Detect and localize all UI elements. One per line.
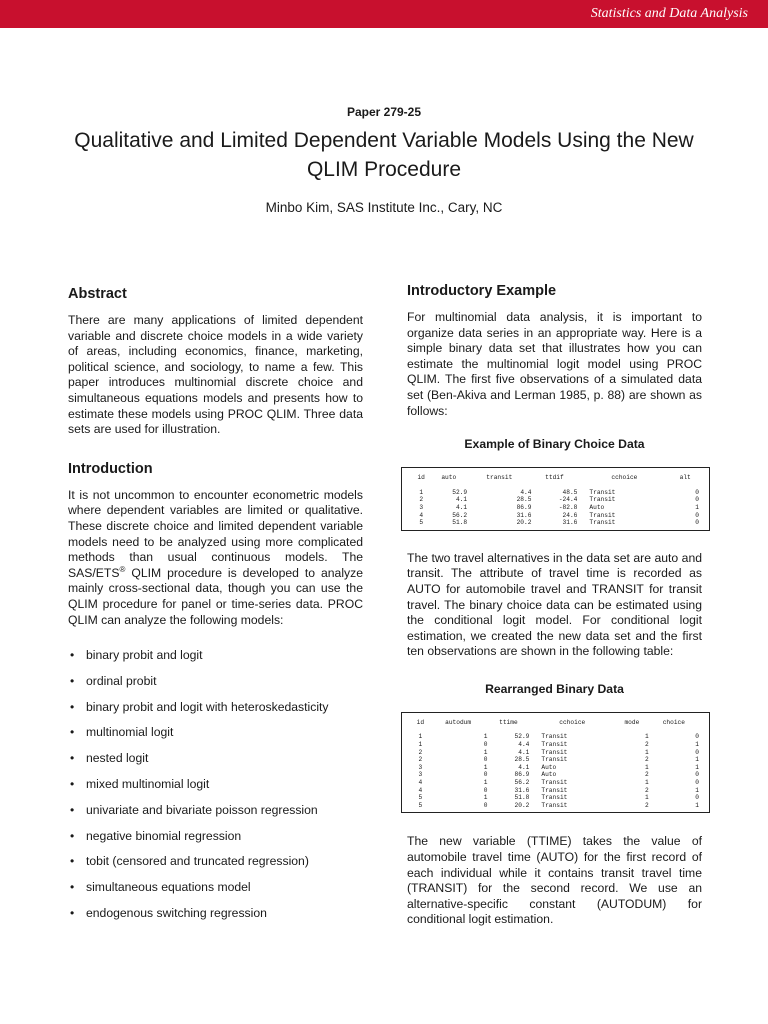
table-cell: 2 (419, 496, 424, 504)
table-cell: 1 (644, 794, 649, 802)
table-row (412, 779, 699, 787)
model-list-item-label: ordinal probit (86, 673, 157, 688)
model-list-item (68, 674, 363, 689)
table-cell: 0 (483, 771, 488, 779)
table-cell: Transit (589, 519, 616, 527)
bullet-icon: • (70, 906, 75, 921)
model-list-item (68, 906, 363, 921)
table-header-cell: ttdif (545, 474, 564, 482)
rearranged-binary-table (401, 712, 710, 814)
table-cell: 2 (644, 756, 649, 764)
table-cell: 56.2 (514, 779, 530, 787)
bullet-icon: • (70, 880, 75, 895)
registered-mark: ® (119, 564, 126, 574)
model-list-item-label: univariate and bivariate poisson regression (86, 802, 318, 817)
table-cell: 4.1 (456, 496, 468, 504)
table-cell: 20.2 (514, 801, 530, 809)
model-list-item-label: tobit (censored and truncated regression) (86, 854, 309, 869)
table-header-cell: mode (624, 718, 640, 726)
table-cell: 5 (418, 794, 423, 802)
table-cell: 1 (695, 801, 699, 809)
bullet-icon: • (70, 828, 75, 843)
table-cell: Auto (541, 771, 557, 779)
table-cell: 1 (483, 733, 488, 741)
table-cell: 4.1 (518, 748, 530, 756)
table-cell: 0 (483, 741, 488, 749)
table-cell: Transit (541, 733, 568, 741)
model-list-item-label: multinomial logit (86, 725, 174, 740)
table-cell: 1 (418, 733, 423, 741)
table-header-cell: alt (679, 474, 691, 482)
table-header-cell: choice (662, 718, 685, 726)
table-cell: Transit (589, 488, 616, 496)
table-row (412, 504, 699, 512)
model-list-item (68, 648, 363, 663)
table-header-cell: transit (486, 474, 513, 482)
model-list-item-label: endogenous switching regression (86, 906, 267, 921)
table-cell: 2 (644, 786, 649, 794)
intro-example-p3: The new variable (TTIME) takes the value of automobile travel time (AUTO) for the first record of each individual while it contains transit travel time (TRANSIT) for the second record. We use an alternative-specific constant (AUTODUM) for conditional logit estimation. (407, 834, 702, 927)
table-cell: 1 (644, 763, 649, 771)
table-cell: 0 (483, 801, 488, 809)
table-cell: 31.6 (562, 519, 578, 527)
table-cell: 0 (483, 786, 488, 794)
table-cell: 0 (695, 511, 699, 519)
header-bar (0, 0, 768, 28)
table-row (412, 802, 699, 810)
intro-example-p2: The two travel alternatives in the data set are auto and transit. The attribute of travel time is recorded as AUTO for automobile travel and TRANSIT for transit travel. The binary choice data can be estimated using the conditional logit model. For conditional logit estimation, we created the new data set and the first ten observations are shown in the following table: (407, 550, 702, 659)
table-header-cell: autodum (445, 718, 472, 726)
bullet-icon: • (70, 648, 75, 663)
model-list-item-label: nested logit (86, 751, 149, 766)
table-cell: 52.9 (514, 733, 530, 741)
model-list-item-label: negative binomial regression (86, 828, 242, 843)
table-cell: 0 (695, 496, 699, 504)
table-row (412, 794, 699, 802)
table-cell: 1 (695, 786, 699, 794)
table-cell: 2 (418, 756, 423, 764)
table-cell: Transit (541, 748, 568, 756)
table-row (412, 771, 699, 779)
table-cell: 1 (483, 748, 488, 756)
table-row (412, 787, 699, 795)
model-list-item (68, 725, 363, 740)
table-cell: 31.6 (516, 511, 532, 519)
model-list-item (68, 854, 363, 869)
bullet-icon: • (70, 699, 75, 714)
table-cell: 1 (695, 756, 699, 764)
table-cell: 24.6 (562, 511, 578, 519)
table-cell: 51.8 (452, 519, 468, 527)
table-cell: 3 (418, 763, 423, 771)
right-column (407, 282, 702, 928)
table-cell: Transit (541, 756, 568, 764)
table-cell: 5 (419, 519, 424, 527)
table-cell: 2 (418, 748, 423, 756)
table-cell: 31.6 (514, 786, 530, 794)
table-cell: 0 (695, 794, 699, 802)
table-cell: 4.4 (520, 488, 532, 496)
table-cell: 3 (419, 503, 424, 511)
model-list-item-label: binary probit and logit with heteroskedasticity (86, 699, 329, 714)
table-cell: 5 (418, 801, 423, 809)
introduction-text-before: It is not uncommon to encounter econometric models where dependent variables are limited or qualitative. These discrete choice and limited dependent variable models need to be analyzed using more complicated methods than usual continuous models. The SAS/ETS (68, 487, 363, 580)
table-cell: Transit (541, 779, 568, 787)
table-cell: 1 (419, 488, 424, 496)
model-list-item (68, 880, 363, 895)
table-cell: 28.5 (516, 496, 532, 504)
model-list-item (68, 777, 363, 792)
table-cell: 2 (644, 771, 649, 779)
table-cell: 0 (695, 771, 699, 779)
table-header-cell: id (417, 474, 425, 482)
bullet-icon: • (70, 854, 75, 869)
table-cell: 4 (419, 511, 424, 519)
table-cell: 48.5 (562, 488, 578, 496)
table-cell: 0 (695, 748, 699, 756)
table-cell: 1 (418, 741, 423, 749)
table-cell: Transit (541, 794, 568, 802)
table1-caption: Example of Binary Choice Data (464, 437, 645, 452)
table-cell: 28.5 (514, 756, 530, 764)
table-row (412, 733, 699, 741)
model-list-item (68, 803, 363, 818)
table-cell: 1 (644, 733, 649, 741)
table-row (412, 749, 699, 757)
table-cell: 1 (644, 779, 649, 787)
table-cell: Transit (589, 511, 616, 519)
table-cell: 1 (695, 741, 699, 749)
table-cell: 56.2 (452, 511, 468, 519)
bullet-icon: • (70, 751, 75, 766)
table-cell: 20.2 (516, 519, 532, 527)
paper-number: Paper 279-25 (346, 105, 422, 119)
table-cell: 0 (695, 519, 699, 527)
table-header-cell: ttime (499, 718, 518, 726)
bullet-icon: • (70, 673, 75, 688)
table-header-cell: cchoice (559, 718, 586, 726)
left-column (68, 285, 363, 932)
table-row (412, 519, 699, 527)
table-header-cell: id (416, 718, 425, 726)
table-row (412, 756, 699, 764)
model-list-item-label: simultaneous equations model (86, 880, 251, 895)
table-cell: 0 (695, 488, 699, 496)
table-cell: 1 (695, 763, 699, 771)
introduction-heading: Introduction (68, 460, 153, 477)
introduction-text (68, 488, 363, 628)
model-list-item (68, 700, 363, 715)
table-header-cell: cchoice (611, 474, 638, 482)
table-cell: 4 (418, 779, 423, 787)
bullet-icon: • (70, 777, 75, 792)
model-list-item (68, 829, 363, 844)
abstract-text: There are many applications of limited dependent variable and discrete choice models in a wide variety of areas, including economics, finance, marketing, political science, and sociology, to name a few. This paper introduces multinomial discrete choice and simultaneous equations models and presents how to estimate these models using PROC QLIM. Three data sets are used for illustration. (68, 313, 363, 437)
table-cell: 51.8 (514, 794, 530, 802)
model-list-item-label: binary probit and logit (86, 648, 203, 663)
author-line: Minbo Kim, SAS Institute Inc., Cary, NC (265, 200, 503, 215)
table-cell: 4.1 (456, 503, 468, 511)
table-cell: 1 (483, 763, 488, 771)
paper-title: Qualitative and Limited Dependent Variable Models Using the New QLIM Procedure (74, 129, 694, 181)
table-header-cell: auto (441, 474, 457, 482)
table-row (412, 496, 699, 504)
abstract-heading: Abstract (68, 286, 127, 302)
table-cell: 0 (483, 756, 488, 764)
table-cell: 0 (695, 733, 699, 741)
table-cell: 3 (418, 771, 423, 779)
bullet-icon: • (70, 725, 75, 740)
table-cell: 1 (483, 794, 488, 802)
bullet-icon: • (70, 802, 75, 817)
table-cell: -82.8 (558, 503, 578, 511)
table-cell: Auto (589, 503, 605, 511)
intro-example-p1: For multinomial data analysis, it is important to organize data series in an appropriate way. Here is a simple binary data set that illustrates how you can estimate the multinomial logit model using PROC QLIM. The first five observations of a simulated data set (Ben-Akiva and Lerman 1985, p. 88) are shown as follows: (407, 310, 702, 418)
table-cell: 1 (644, 748, 649, 756)
table-cell: 1 (695, 503, 699, 511)
table-cell: 86.9 (516, 503, 532, 511)
introduction-text-after: QLIM procedure is developed to analyze mainly cross-sectional data, though you can use the QLIM procedure for panel or time-series data. PROC QLIM can analyze the following models: (68, 565, 363, 627)
table-cell: Auto (541, 763, 557, 771)
table-cell: Transit (541, 741, 568, 749)
table-cell: 4 (418, 786, 423, 794)
table-row (412, 489, 699, 497)
intro-example-heading: Introductory Example (407, 283, 557, 299)
table2-caption: Rearranged Binary Data (485, 681, 624, 696)
table-cell: 2 (644, 801, 649, 809)
table-row (412, 741, 699, 749)
table-cell: -24.4 (558, 496, 578, 504)
model-list-item-label: mixed multinomial logit (86, 777, 210, 792)
table-cell: 1 (483, 779, 488, 787)
table-row (412, 764, 699, 772)
table-cell: Transit (541, 786, 568, 794)
table-cell: Transit (589, 496, 616, 504)
models-list (68, 648, 363, 921)
binary-choice-table (401, 467, 710, 531)
table-cell: Transit (541, 801, 568, 809)
table-row (412, 512, 699, 520)
table-cell: 52.9 (452, 488, 468, 496)
table-cell: 86.9 (514, 771, 530, 779)
table-cell: 4.1 (518, 763, 530, 771)
table-cell: 2 (644, 741, 649, 749)
table-cell: 0 (695, 779, 699, 787)
table-cell: 4.4 (518, 741, 530, 749)
model-list-item (68, 751, 363, 766)
section-label: Statistics and Data Analysis (590, 6, 748, 21)
